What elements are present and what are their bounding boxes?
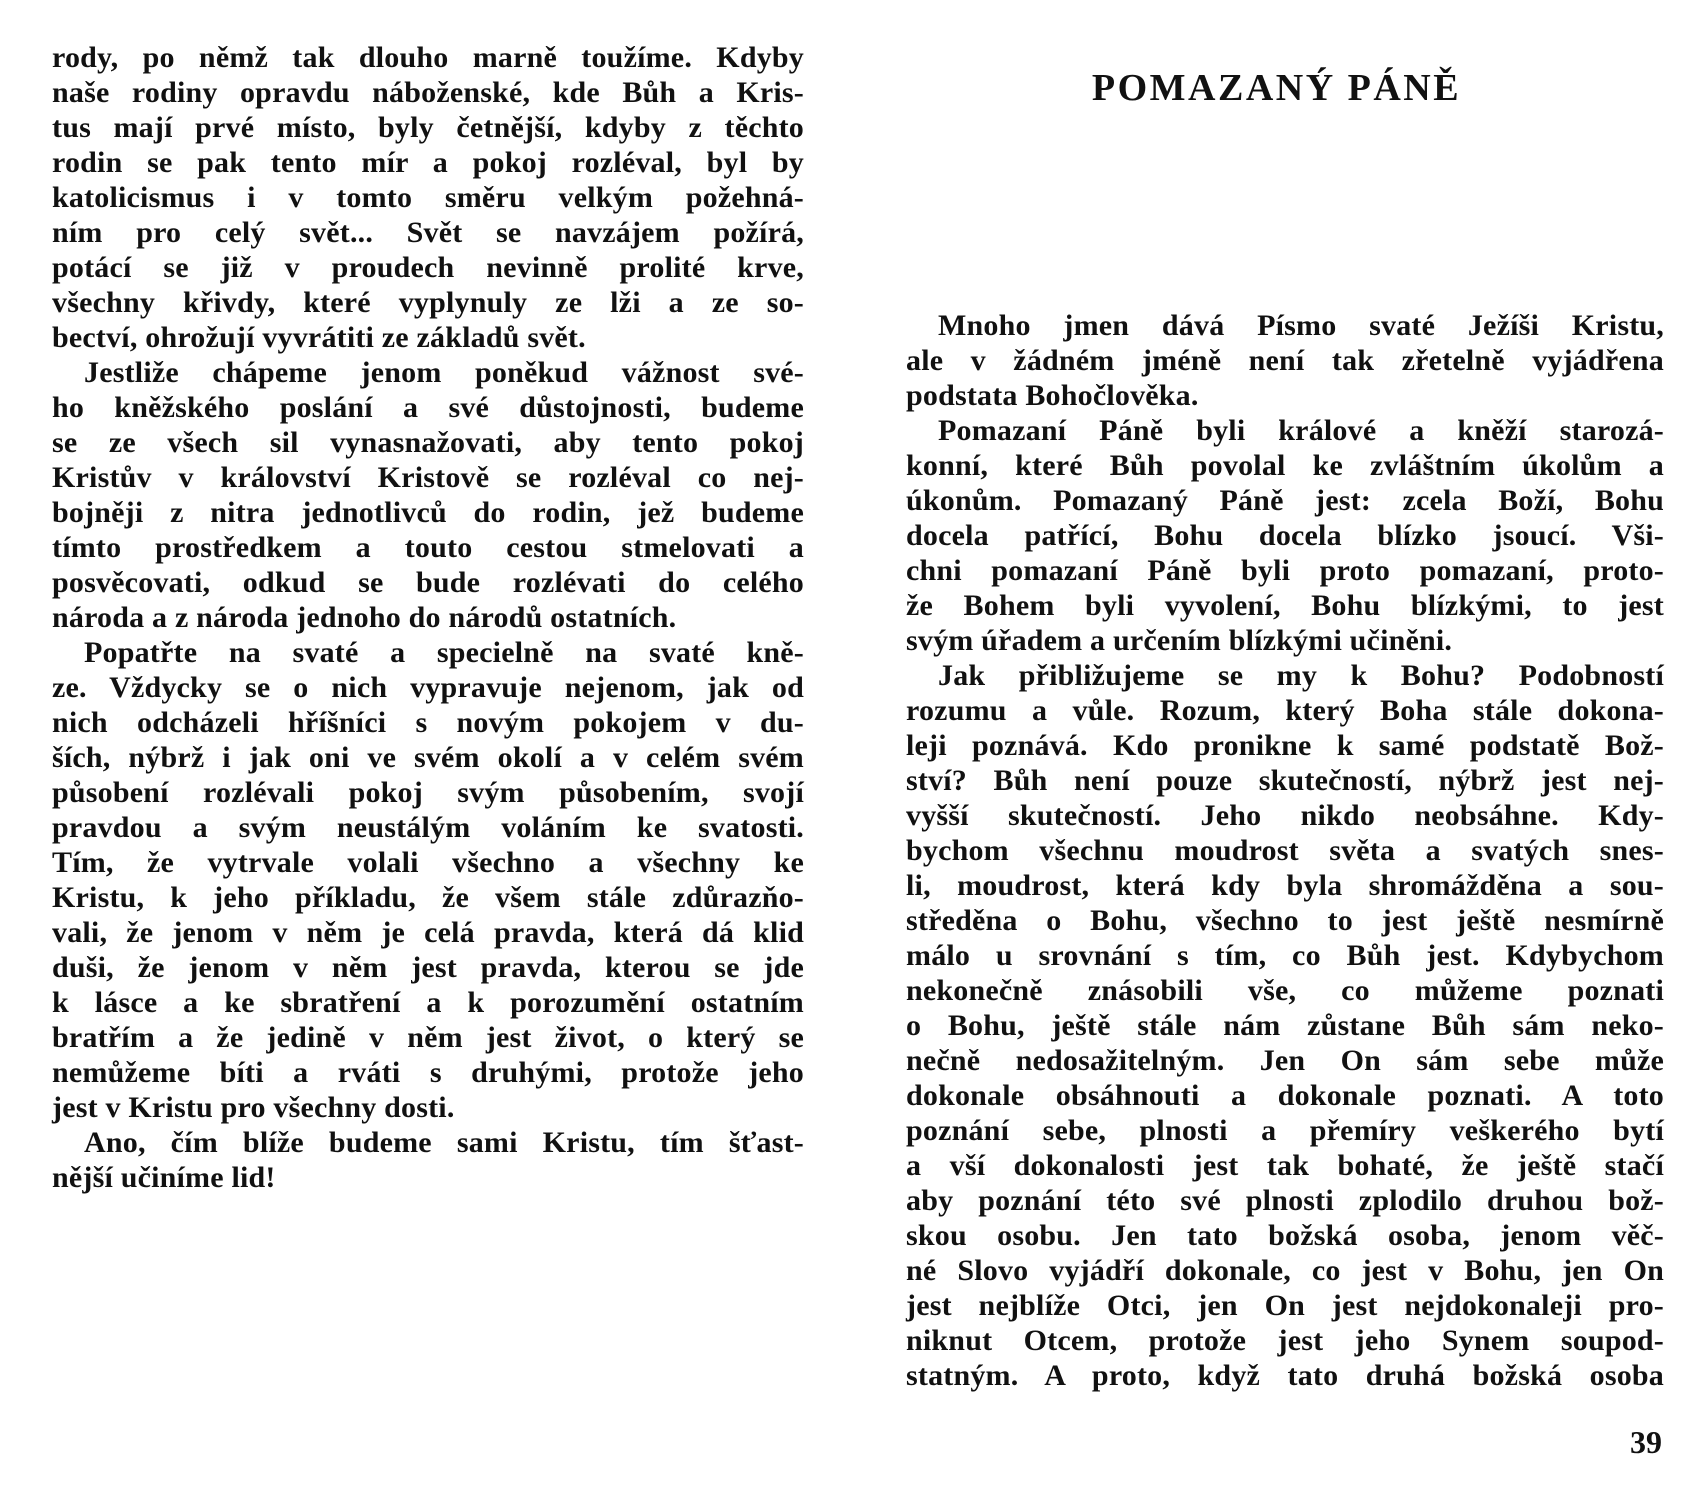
text-line: dokonale obsáhnouti a dokonale poznati. A toto (906, 1079, 1664, 1112)
text-line: skou osobu. Jen tato božská osoba, jenom věč- (906, 1219, 1664, 1252)
text-line: vyšší skutečností. Jeho nikdo neobsáhne. Kdy- (906, 799, 1664, 832)
text-line: všechny křivdy, které vyplynuly ze lži a ze so- (52, 286, 804, 319)
text-line: ství? Bůh není pouze skutečností, nýbrž jest nej- (906, 764, 1664, 797)
text-line: bratřím a že jedině v něm jest život, o který se (52, 1021, 804, 1054)
text-line: bojněji z nitra jednotlivců do rodin, jež budeme (52, 496, 804, 529)
text-line: ale v žádném jméně není tak zřetelně vyjádřena (906, 344, 1664, 377)
text-line: ších, nýbrž i jak oni ve svém okolí a v celém svém (52, 741, 804, 774)
text-line: bychom všechnu moudrost světa a svatých snes- (906, 834, 1664, 867)
right-page-text (906, 308, 1664, 1393)
text-line: středěna o Bohu, všechno to jest ještě nesmírně (906, 904, 1664, 937)
text-line: Ano, čím blíže budeme sami Kristu, tím šťast- (84, 1126, 804, 1159)
text-line: jest v Kristu pro všechny dosti. (52, 1091, 455, 1124)
text-line: že Bohem byli vyvolení, Bohu blízkými, to jest (906, 589, 1664, 622)
text-line: li, moudrost, která kdy byla shromážděna a sou- (906, 869, 1664, 902)
text-line: nekonečně znásobili vše, co můžeme poznati (906, 974, 1664, 1007)
text-line: ním pro celý svět... Svět se navzájem požírá, (52, 216, 804, 249)
text-line: k lásce a ke sbratření a k porozumění ostatním (52, 986, 804, 1019)
text-line: Pomazaní Páně byli králové a kněží starozá- (938, 414, 1664, 447)
text-line: se ze všech sil vynasnažovati, aby tento pokoj (52, 426, 804, 459)
text-line: nich odcházeli hříšníci s novým pokojem v du- (52, 706, 804, 739)
text-line: rody, po němž tak dlouho marně toužíme. Kdyby (52, 41, 804, 74)
text-line: národa a z národa jednoho do národů ostatních. (52, 601, 677, 634)
text-line: bectví, ohrožují vyvrátiti ze základů svět. (52, 321, 586, 354)
text-line: Mnoho jmen dává Písmo svaté Ježíši Kristu, (938, 309, 1664, 342)
text-line: Tím, že vytrvale volali všechno a všechny ke (52, 846, 804, 879)
text-line: ze. Vždycky se o nich vypravuje nejenom, jak od (52, 671, 804, 704)
text-line: málo u srovnání s tím, co Bůh jest. Kdybychom (906, 939, 1664, 972)
text-line: Kristův v království Kristově se rozléval co nej- (52, 461, 804, 494)
text-line: rodin se pak tento mír a pokoj rozléval, byl by (52, 146, 804, 179)
text-line: nější učiníme lid! (52, 1161, 276, 1194)
text-line: tímto prostředkem a touto cestou stmelovati a (52, 531, 804, 564)
text-line: rozumu a vůle. Rozum, který Boha stále dokona- (906, 694, 1664, 727)
text-line: Jak přibližujeme se my k Bohu? Podobností (938, 659, 1664, 692)
text-line: naše rodiny opravdu náboženské, kde Bůh a Kris- (52, 76, 804, 109)
text-line: Kristu, k jeho příkladu, že všem stále zdůrazňo- (52, 881, 804, 914)
text-line: konní, které Bůh povolal ke zvláštním úkolům a (906, 449, 1664, 482)
text-line: o Bohu, ještě stále nám zůstane Bůh sám neko- (906, 1009, 1664, 1042)
text-line: působení rozlévali pokoj svým působením, svojí (52, 776, 804, 809)
text-line: Popatřte na svaté a specielně na svaté kně- (84, 636, 804, 669)
text-line: niknut Otcem, protože jest jeho Synem soupod- (906, 1324, 1664, 1357)
text-line: chni pomazaní Páně byli proto pomazaní, proto- (906, 554, 1664, 587)
text-line: potácí se již v proudech nevinně prolité krve, (52, 251, 804, 284)
text-line: tus mají prvé místo, byly četnější, kdyby z těchto (52, 111, 804, 144)
text-line: ho kněžského poslání a své důstojnosti, budeme (52, 391, 804, 424)
text-line: úkonům. Pomazaný Páně jest: zcela Boží, Bohu (906, 484, 1664, 517)
left-page-text (52, 40, 804, 1195)
text-line: posvěcovati, odkud se bude rozlévati do celého (52, 566, 804, 599)
text-line: aby poznání této své plnosti zplodilo druhou bož- (906, 1184, 1664, 1217)
page-number: 39 (1630, 1424, 1662, 1460)
text-line: leji poznává. Kdo pronikne k samé podstatě Bož- (906, 729, 1664, 762)
text-line: nečně nedosažitelným. Jen On sám sebe může (906, 1044, 1664, 1077)
text-line: duši, že jenom v něm jest pravda, kterou se jde (52, 951, 804, 984)
text-line: pravdou a svým neustálým voláním ke svatosti. (52, 811, 804, 844)
text-line: nemůžeme bíti a rváti s druhými, protože jeho (52, 1056, 804, 1089)
text-line: vali, že jenom v něm je celá pravda, která dá klid (52, 916, 804, 949)
text-line: podstata Bohočlověka. (906, 379, 1199, 412)
chapter-title: POMAZANÝ PÁNĚ (1091, 67, 1462, 109)
text-line: poznání sebe, plnosti a přemíry veškerého bytí (906, 1114, 1664, 1147)
text-line: katolicismus i v tomto směru velkým požehná- (52, 181, 804, 214)
text-line: a vší dokonalosti jest tak bohaté, že ještě stačí (906, 1149, 1664, 1182)
text-line: svým úřadem a určením blízkými učiněni. (906, 624, 1453, 657)
text-line: né Slovo vyjádří dokonale, co jest v Bohu, jen On (906, 1254, 1664, 1287)
right-page (851, 0, 1702, 1500)
text-line: Jestliže chápeme jenom poněkud vážnost své- (84, 356, 804, 389)
text-line: jest nejblíže Otci, jen On jest nejdokonaleji pro- (906, 1289, 1664, 1322)
text-line: docela patřící, Bohu docela blízko jsoucí. Vši- (906, 519, 1664, 552)
text-line: statným. A proto, když tato druhá božská osoba (906, 1359, 1664, 1392)
